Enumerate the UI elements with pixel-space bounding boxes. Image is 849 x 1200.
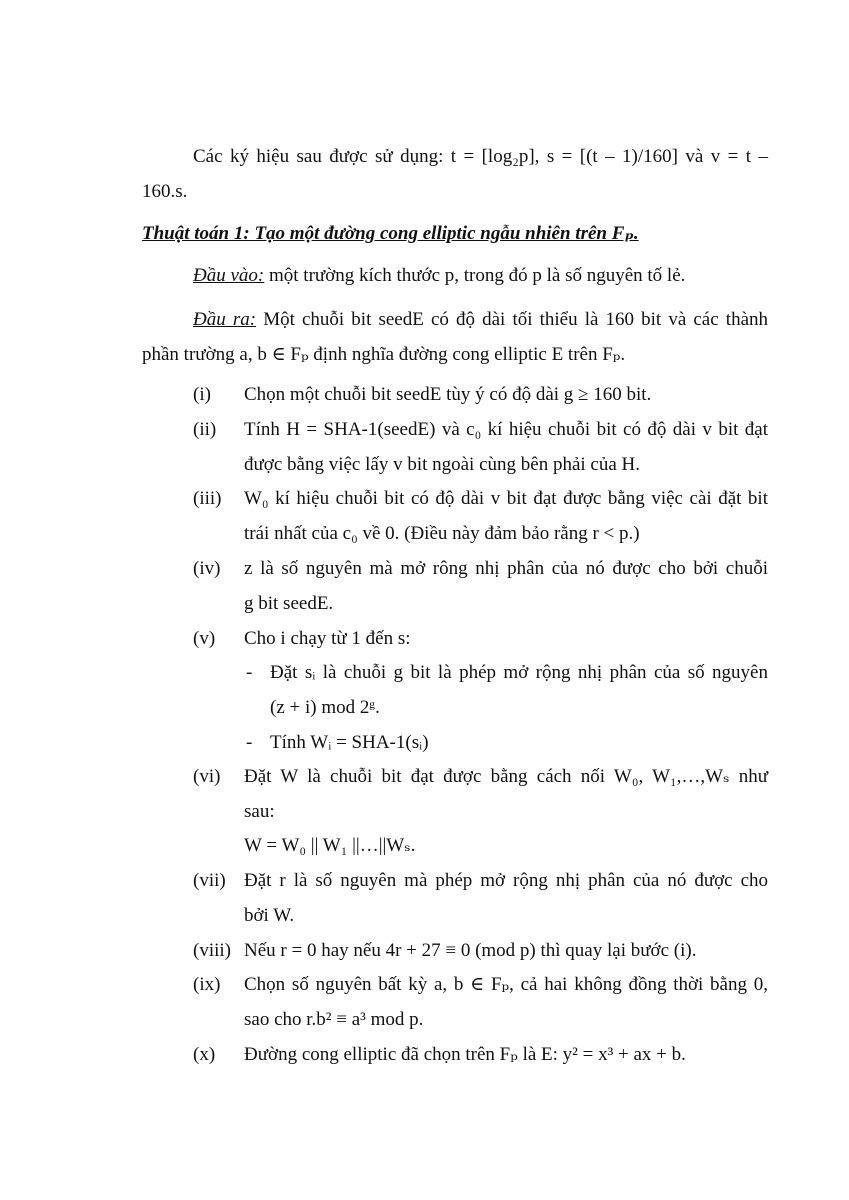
step-number: (vi) bbox=[193, 766, 221, 787]
step-number: (v) bbox=[193, 628, 216, 649]
step-text: sao cho r.b² ≡ a³ mod p. bbox=[244, 1009, 424, 1030]
bullet-dash: - bbox=[246, 662, 253, 683]
step-text: trái nhất của c₀ về 0. (Điều này đảm bảo rằng r < p.) bbox=[244, 523, 640, 544]
step-number: (i) bbox=[193, 384, 211, 405]
bullet-text: Tính Wᵢ = SHA-1(sᵢ) bbox=[270, 732, 429, 753]
step-number: (ii) bbox=[193, 419, 217, 440]
input-text: một trường kích thước p, trong đó p là số nguyên tố lẻ. bbox=[268, 265, 686, 286]
output-line-2: phần trường a, b ∈ Fₚ định nghĩa đường cong elliptic E trên Fₚ. bbox=[142, 344, 626, 365]
step-text: Cho i chạy từ 1 đến s: bbox=[244, 628, 411, 649]
output-label: Đầu ra: bbox=[193, 309, 257, 330]
step-text: Đường cong elliptic đã chọn trên Fₚ là E: y² = x³ + ax + b. bbox=[244, 1044, 686, 1065]
output-text-1: Một chuỗi bit seedE có độ dài tối thiểu là 160 bit và các thành bbox=[263, 309, 769, 330]
notation-line-2: 160.s. bbox=[142, 181, 188, 202]
step-text: Đặt r là số nguyên mà phép mở rộng nhị phân của nó được cho bbox=[244, 870, 768, 891]
step-text: bởi W. bbox=[244, 905, 295, 926]
step-number: (iii) bbox=[193, 488, 222, 509]
step-text: Đặt W là chuỗi bit đạt được bằng cách nối W₀, W₁,…,Wₛ như bbox=[244, 766, 768, 787]
step-number: (iv) bbox=[193, 558, 221, 579]
step-text: Chọn số nguyên bất kỳ a, b ∈ Fₚ, cả hai không đồng thời bằng 0, bbox=[244, 974, 768, 995]
step-number: (viii) bbox=[193, 940, 231, 961]
step-text: W₀ kí hiệu chuỗi bit có độ dài v bit đạt được bằng việc cài đặt bit bbox=[244, 488, 768, 509]
step-text: Chọn một chuỗi bit seedE tùy ý có độ dài g ≥ 160 bit. bbox=[244, 384, 652, 405]
step-text: g bit seedE. bbox=[244, 593, 334, 614]
bullet-dash: - bbox=[246, 732, 253, 753]
input-line bbox=[193, 266, 685, 285]
step-number: (vii) bbox=[193, 870, 226, 891]
step-formula: W = W₀ || W₁ ||…||Wₛ. bbox=[244, 835, 416, 856]
output-line-1 bbox=[193, 310, 768, 329]
notation-line-1: Các ký hiệu sau được sử dụng: t = [log₂p], s = [(t – 1)/160] và v = t – bbox=[193, 146, 768, 167]
step-text: z là số nguyên mà mở rông nhị phân của nó được cho bởi chuỗi bbox=[244, 558, 768, 579]
bullet-text: Đặt sᵢ là chuỗi g bit là phép mở rộng nhị phân của số nguyên bbox=[270, 662, 768, 683]
step-text: Tính H = SHA-1(seedE) và c₀ kí hiệu chuỗi bit có độ dài v bit đạt bbox=[244, 419, 768, 440]
step-number: (ix) bbox=[193, 974, 221, 995]
step-number: (x) bbox=[193, 1044, 216, 1065]
algorithm-title: Thuật toán 1: Tạo một đường cong elliptic ngẫu nhiên trên Fₚ. bbox=[142, 223, 639, 244]
bullet-text: (z + i) mod 2ᵍ. bbox=[270, 697, 380, 718]
step-text: được bằng việc lấy v bit ngoài cùng bên phải của H. bbox=[244, 454, 641, 475]
step-text: Nếu r = 0 hay nếu 4r + 27 ≡ 0 (mod p) thì quay lại bước (i). bbox=[244, 940, 697, 961]
step-text: sau: bbox=[244, 801, 275, 822]
input-label: Đầu vào: bbox=[193, 265, 265, 286]
